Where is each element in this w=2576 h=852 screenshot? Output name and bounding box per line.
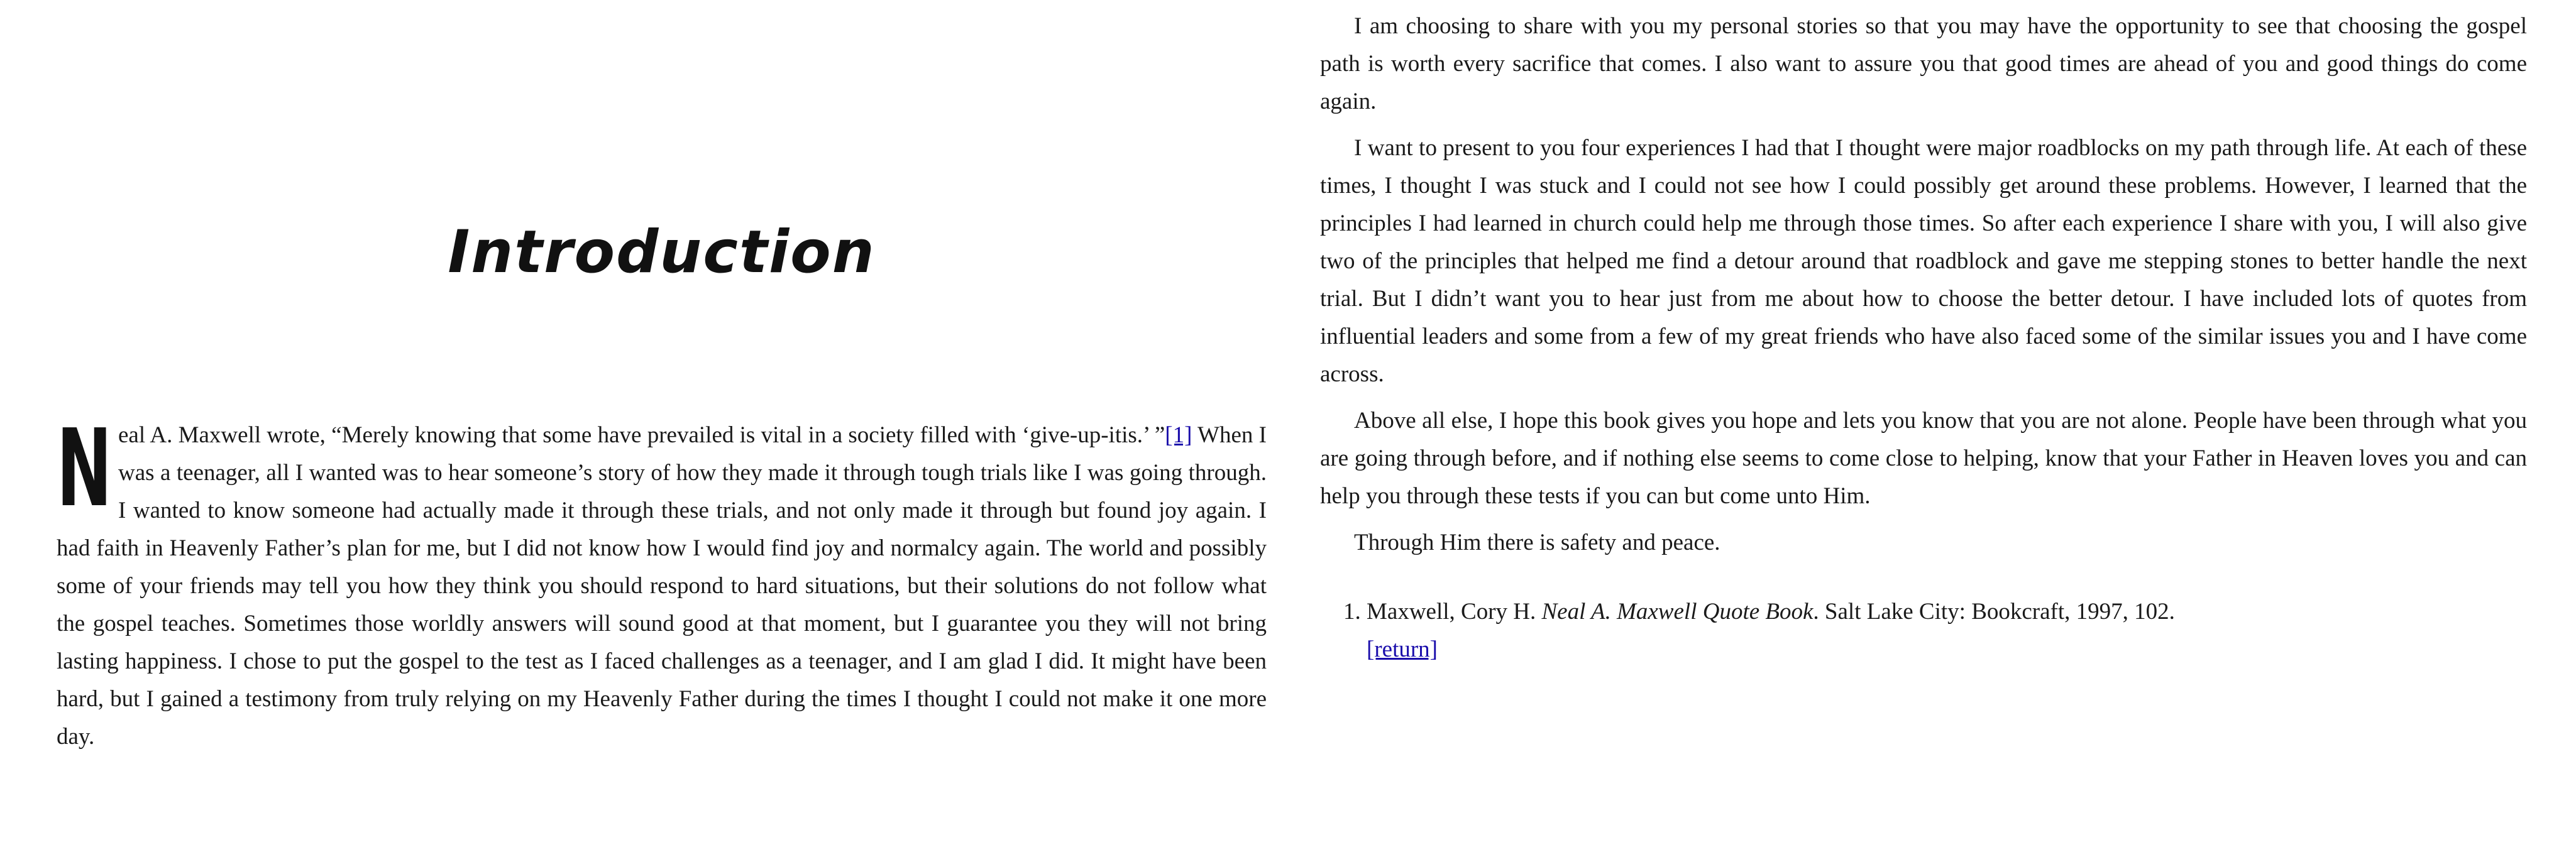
footnote-author: Maxwell, Cory H. [1367,599,1542,625]
paragraph-3: Above all else, I hope this book gives you hope and lets you know that you are not alone. People have been through what you are going through before, and if nothing else seems to come close to helping, know that your Father in Heaven loves you and can help you through these tests if you can but come unto Him. [1320,408,2527,509]
intro-body-text: When I was a teenager, all I wanted was to hear someone’s story of how they made it through tough trials like I was going through. I wanted to know someone had actually made it through these trials, and not only made it through but found joy again. I had faith in Heavenly Father’s plan for me, but I did not know how I would find joy and normalcy again. The world and possibly some of your friends may tell you how they think you should respond to hard situations, but their solutions do not follow what the gospel teaches. Sometimes those worldly answers will sound good at that moment, but I guarantee you they will not bring lasting happiness. I chose to put the gospel to the test as I faced challenges as a teenager, and I am glad I did. It might have been hard, but I gained a testimony from truly relying on my Heavenly Father during the times I thought I could not make it one more day. [57,422,1267,750]
footnote-ref-link[interactable]: [1] [1165,422,1192,448]
left-page [57,0,1267,852]
right-page [1320,0,2527,852]
paragraph-1: I am choosing to share with you my personal stories so that you may have the opportunity to see that choosing the gospel path is worth every sacrifice that comes. I also want to assure you that good times are ahead of you and good things do come again. [1320,13,2527,114]
intro-paragraph [57,407,1267,756]
footnote-list [1320,593,2514,669]
footnote-book-title: Neal A. Maxwell Quote Book [1541,599,1814,625]
drop-cap: N [57,407,113,531]
footnote-item [1367,593,2514,669]
chapter-title: Introduction [448,218,876,287]
paragraph-4: Through Him there is safety and peace. [1354,530,1720,555]
intro-quote-text: eal A. Maxwell wrote, “Merely knowing that some have prevailed is vital in a society filled with ‘give-up-itis.’ ” [118,422,1165,448]
footnote-details: . Salt Lake City: Bookcraft, 1997, 102. [1813,599,2175,625]
footnote-return-link[interactable]: [return] [1367,636,1438,662]
paragraph-2: I want to present to you four experiences I had that I thought were major roadblocks on my path through life. At each of these times, I thought I was stuck and I could not see how I could possibly get around these problems. However, I learned that the principles I had learned in church could help me through those times. So after each experience I share with you, I will also give two of the principles that helped me find a detour around that roadblock and gave me stepping stones to better handle the next trial. But I didn’t want you to hear just from me about how to choose the better detour. I have included lots of quotes from influential leaders and some from a few of my great friends who have also faced some of the similar issues you and I have come across. [1320,135,2527,387]
right-page-text [1320,8,2527,571]
footnotes-section [1320,593,2514,669]
